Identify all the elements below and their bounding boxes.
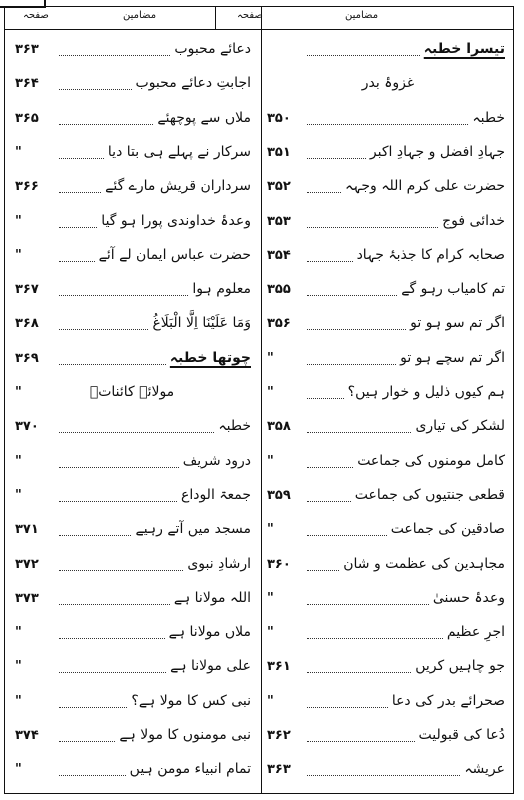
contents-row <box>263 205 513 241</box>
entry-page-number: ۳۵۰ <box>267 110 291 126</box>
entry-title: مولائے کائناتؓ <box>89 384 175 400</box>
contents-row <box>5 582 259 618</box>
entry-page-number: ۳۶۶ <box>15 179 39 195</box>
entry-title: حضرت علی کرم اللہ وجہہ <box>344 178 505 195</box>
entry-page-number: " <box>267 590 274 606</box>
entry-title: ملاں سے پوچھئے <box>157 109 251 126</box>
entry-page-number: ۳۵۵ <box>267 282 291 298</box>
leader-dots <box>59 55 170 56</box>
entry-title: تیسرا خطبہ <box>423 41 505 57</box>
entry-title: نبی کس کا مولا ہے؟ <box>131 692 251 709</box>
contents-row <box>263 445 513 481</box>
entry-page-number: " <box>267 350 274 366</box>
contents-row <box>263 376 513 412</box>
leader-dots <box>307 741 415 742</box>
leader-dots <box>59 295 188 296</box>
left-contents-header: مضامین <box>123 10 157 21</box>
entry-title: جو چاہیں کریں <box>415 658 505 675</box>
leader-dots <box>307 638 443 639</box>
contents-row <box>5 479 259 515</box>
entry-page-number: ۳۵۹ <box>267 487 291 503</box>
entry-page-number: ۳۷۱ <box>15 522 39 538</box>
leader-dots <box>307 261 353 262</box>
contents-row <box>5 753 259 789</box>
contents-row <box>5 719 259 755</box>
entry-title: اللہ مولانا ہے <box>173 589 251 606</box>
entry-title: خطبہ <box>472 109 505 126</box>
leader-dots <box>59 501 177 502</box>
leader-dots <box>307 775 460 776</box>
leader-dots <box>307 432 411 433</box>
leader-dots <box>307 707 388 708</box>
entry-page-number: ۳۵۲ <box>267 179 291 195</box>
leader-dots <box>59 261 95 262</box>
entry-page-number: ۳۶۷ <box>15 282 39 298</box>
entry-page-number: ۳۵۸ <box>267 419 291 435</box>
leader-dots <box>307 501 351 502</box>
entry-title: قطعی جنتیوں کی جماعت <box>354 486 505 503</box>
entry-page-number: ۳۵۳ <box>267 213 291 229</box>
entry-page-number: ۳۶۰ <box>267 556 291 572</box>
entry-title: تمام انبیاء مومن ہیں <box>129 761 251 778</box>
leader-dots <box>307 364 396 365</box>
entry-page-number: " <box>267 522 274 538</box>
leader-dots <box>59 570 183 571</box>
leader-dots <box>307 329 406 330</box>
entry-title: دعائے محبوب <box>174 41 251 57</box>
leader-dots <box>307 55 420 56</box>
contents-row <box>5 205 259 241</box>
contents-row <box>263 685 513 721</box>
entry-page-number: ۳۷۴ <box>15 728 39 743</box>
contents-row <box>263 548 513 584</box>
leader-dots <box>307 295 397 296</box>
entry-page-number: " <box>15 693 22 709</box>
entry-title: اجابتِ دعائے محبوب <box>135 75 251 92</box>
leader-dots <box>307 467 353 468</box>
entry-title: وعدۂ حسنیٰ <box>432 589 505 606</box>
entry-page-number: ۳۶۳ <box>15 42 39 57</box>
entry-title: مجاہدین کی عظمت و شان <box>343 555 505 572</box>
left-column <box>5 29 259 793</box>
leader-dots <box>307 398 344 399</box>
leader-dots <box>59 672 166 673</box>
header-divider-left <box>215 7 216 29</box>
contents-row <box>263 239 513 275</box>
contents-row <box>263 582 513 618</box>
entry-page-number: " <box>15 625 22 641</box>
entry-title: صادقین کی جماعت <box>390 521 505 538</box>
leader-dots <box>59 741 115 742</box>
entry-page-number: ۳۷۲ <box>15 556 39 572</box>
leader-dots <box>59 638 165 639</box>
contents-row <box>5 67 259 103</box>
entry-page-number: " <box>15 762 22 778</box>
leader-dots <box>59 432 214 433</box>
contents-row <box>263 410 513 446</box>
contents-row <box>263 753 513 789</box>
contents-row <box>263 307 513 343</box>
leader-dots <box>307 124 468 125</box>
entry-page-number: " <box>267 693 274 709</box>
contents-row <box>5 513 259 549</box>
entry-page-number: ۳۷۳ <box>15 590 39 606</box>
contents-row <box>5 307 259 343</box>
entry-title: علی مولانا ہے <box>170 658 251 675</box>
leader-dots <box>307 535 387 536</box>
entry-title: سرداران قریش مارے گئے <box>105 178 251 195</box>
leader-dots <box>59 775 126 776</box>
entry-title: غزوۂ بدر <box>361 75 415 92</box>
entry-page-number: ۳۶۵ <box>15 110 39 126</box>
entry-page-number: " <box>15 213 22 229</box>
entry-title: مسجد میں آتے رہیے <box>135 521 251 538</box>
entry-title: ارشادِ نبوی <box>187 555 251 572</box>
entry-page-number: " <box>15 144 22 160</box>
contents-row <box>5 239 259 275</box>
leader-dots <box>59 124 153 125</box>
contents-row <box>5 650 259 686</box>
contents-table <box>4 6 514 794</box>
leader-dots <box>307 604 429 605</box>
entry-page-number: ۳۶۳ <box>267 762 291 778</box>
contents-row <box>5 616 259 652</box>
entry-page-number: ۳۶۴ <box>15 76 39 92</box>
contents-row <box>263 170 513 206</box>
right-column <box>263 29 513 793</box>
contents-row <box>5 685 259 721</box>
entry-page-number: ۳۶۲ <box>267 728 291 743</box>
entry-page-number: " <box>267 625 274 641</box>
entry-title: کامل مومنوں کی جماعت <box>357 452 505 469</box>
entry-page-number: ۳۵۴ <box>267 247 291 263</box>
entry-page-number: ۳۶۸ <box>15 316 39 332</box>
entry-page-number: ۳۶۱ <box>267 659 291 675</box>
entry-title: حضرت عباس ایمان لے آئے <box>98 246 251 263</box>
contents-row <box>263 136 513 172</box>
entry-title: جمعۃ الوداع <box>180 486 251 503</box>
leader-dots <box>59 604 170 605</box>
entry-title: درود شریف <box>182 452 251 469</box>
leader-dots <box>307 672 411 673</box>
entry-title: صحابہ کرام کا جذبۂ جہاد <box>356 246 505 263</box>
entry-title: وعدۂ خداوندی پورا ہو گیا <box>101 212 251 229</box>
entry-title: اگر تم سچے ہو تو <box>400 349 505 366</box>
contents-row <box>5 170 259 206</box>
leader-dots <box>307 192 341 193</box>
contents-row <box>5 548 259 584</box>
contents-row <box>263 273 513 309</box>
leader-dots <box>59 535 131 536</box>
leader-dots <box>59 192 101 193</box>
entry-title: عریشہ <box>464 761 505 778</box>
entry-title: خطبہ <box>218 418 251 435</box>
right-contents-header: مضامین <box>345 10 379 21</box>
entry-page-number: " <box>267 385 274 400</box>
right-page-header: صفحہ <box>237 10 263 21</box>
leader-dots <box>59 364 166 365</box>
entry-page-number: " <box>15 385 22 400</box>
entry-title: وَمَا عَلَیْنَا اِلَّا الْبَلَاغُ <box>152 315 251 332</box>
contents-row <box>263 719 513 755</box>
contents-row <box>5 136 259 172</box>
entry-title: تم کامیاب رہو گے <box>401 281 505 298</box>
leader-dots <box>59 329 148 330</box>
entry-page-number: ۳۵۶ <box>267 316 291 332</box>
contents-row <box>263 616 513 652</box>
entry-page-number: ۳۵۱ <box>267 144 291 160</box>
contents-row <box>263 102 513 138</box>
entry-page-number: " <box>15 453 22 469</box>
leader-dots <box>307 570 339 571</box>
contents-row <box>5 33 259 69</box>
entry-title: اجرِ عظیم <box>446 624 505 641</box>
entry-title: لشکر کی تیاری <box>415 418 505 435</box>
entry-page-number: ۳۷۰ <box>15 419 39 435</box>
contents-row <box>263 650 513 686</box>
entry-title: جہادِ افضل و جہادِ اکبر <box>369 143 505 160</box>
contents-row <box>5 445 259 481</box>
contents-row <box>263 33 513 69</box>
contents-row <box>263 342 513 378</box>
leader-dots <box>59 89 132 90</box>
entry-title: اگر تم سو ہو تو <box>410 315 505 332</box>
column-divider <box>261 7 262 793</box>
entry-title: چوتھا خطبہ <box>169 349 251 366</box>
leader-dots <box>307 158 366 159</box>
leader-dots <box>59 158 104 159</box>
entry-title: ہم کیوں ذلیل و خوار ہیں؟ <box>347 384 505 400</box>
entry-title: سرکار نے پہلے ہی بتا دیا <box>107 143 251 160</box>
leader-dots <box>59 707 127 708</box>
contents-row <box>5 102 259 138</box>
contents-row <box>263 479 513 515</box>
contents-row <box>5 410 259 446</box>
leader-dots <box>59 467 179 468</box>
entry-title: نبی مومنوں کا مولا ہے <box>119 727 251 743</box>
entry-title: دُعا کی قبولیت <box>418 727 505 743</box>
contents-row <box>263 513 513 549</box>
left-page-header: صفحہ <box>23 10 49 21</box>
contents-row <box>5 273 259 309</box>
leader-dots <box>307 227 438 228</box>
entry-page-number: ۳۶۹ <box>15 350 39 366</box>
entry-title: خدائی فوج <box>442 212 505 229</box>
entry-page-number: " <box>15 247 22 263</box>
contents-row <box>263 67 513 103</box>
contents-row <box>5 342 259 378</box>
entry-title: ملاں مولانا ہے <box>168 624 251 641</box>
entry-page-number: " <box>267 453 274 469</box>
entry-page-number: " <box>15 659 22 675</box>
leader-dots <box>59 227 97 228</box>
contents-row <box>5 376 259 412</box>
entry-title: صحرائے بدر کی دعا <box>391 692 505 709</box>
entry-title: معلوم ہوا <box>192 281 251 298</box>
table-header <box>5 7 513 30</box>
entry-page-number: " <box>15 487 22 503</box>
